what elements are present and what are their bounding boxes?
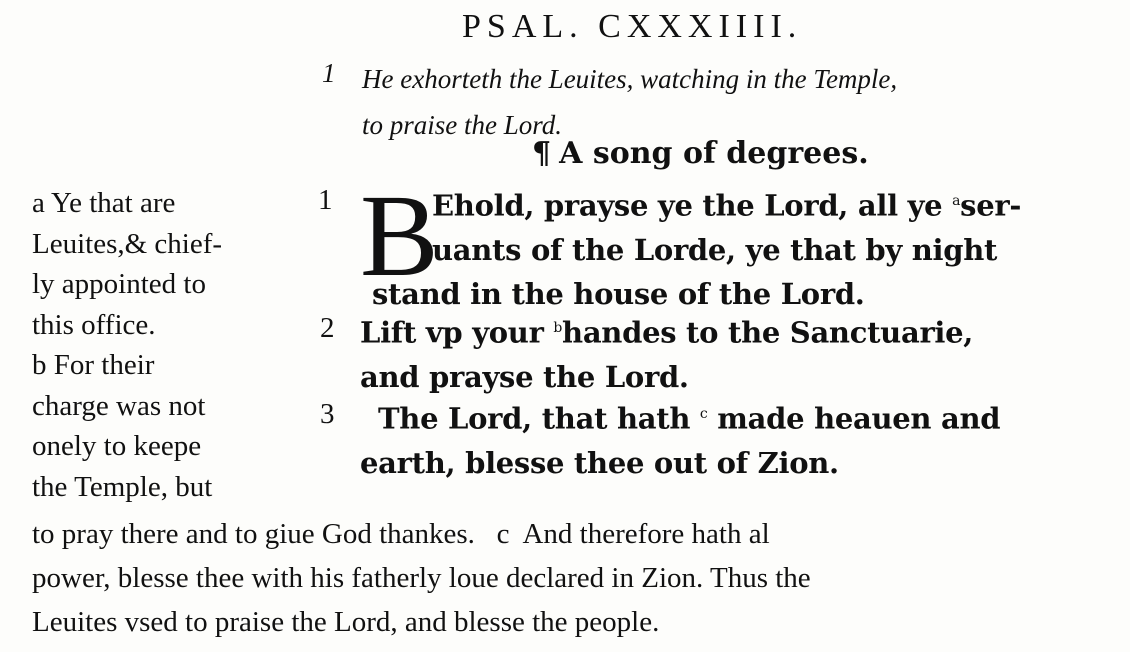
margin-note-line: ly appointed to — [32, 268, 206, 300]
psalm-subtitle — [532, 136, 869, 171]
note-marker: c — [699, 406, 708, 422]
verse-3 — [360, 392, 1128, 485]
margin-notes — [32, 183, 322, 507]
verse-line-text: The Lord, that hath — [378, 401, 691, 436]
margin-note-line: charge was not — [32, 389, 206, 422]
margin-note-line: b For their — [32, 349, 155, 381]
verse-line — [432, 179, 1130, 228]
margin-note-line: the Temple, but — [32, 470, 213, 503]
verse-line-text: Ehold, prayse ye the Lord, all ye — [432, 188, 943, 223]
argument-line: He exhorteth the Leuites, watching in the Temple, — [362, 64, 898, 94]
footnote-line: Leuites vsed to praise the Lord, and blesse the people. — [32, 606, 660, 638]
argument-number: 1 — [322, 58, 336, 88]
verse-line: uants of the Lorde, ye that by night — [432, 232, 998, 267]
footnote-line: to pray there and to giue God thankes. c And therefore hath al — [32, 518, 770, 550]
verse-line-text: made heauen and — [717, 401, 1001, 436]
verse-line: earth, blesse thee out of Zion. — [360, 445, 839, 480]
verse-line — [360, 306, 1110, 355]
psalm-heading: PSAL. CXXXIIII. — [462, 8, 803, 45]
verse-line-text: handes to the Sanctuarie, — [562, 315, 974, 350]
verse-number: 1 — [318, 184, 333, 216]
verse-line: stand in the house of the Lord. — [372, 276, 865, 311]
footnote-line: power, blesse thee with his fatherly loue declared in Zion. Thus the — [32, 562, 811, 594]
verse-number: 2 — [320, 312, 335, 344]
note-marker: b — [553, 320, 563, 336]
margin-note-line: onely to keepe — [32, 430, 202, 462]
argument-line: to praise the Lord. — [362, 110, 563, 140]
verse-line-tail: ser- — [960, 188, 1022, 223]
verse-line — [378, 392, 1128, 441]
psalm-argument — [362, 56, 1112, 148]
verse-1 — [372, 179, 1130, 316]
margin-note-line: this office. — [32, 308, 156, 341]
verse-line: and prayse the Lord. — [360, 359, 689, 394]
verse-number: 3 — [320, 398, 335, 430]
verse-2 — [360, 306, 1110, 399]
pilcrow-mark: ¶ — [532, 136, 552, 171]
margin-note-line: a Ye that are — [32, 187, 176, 219]
subtitle-text: A song of degrees. — [559, 136, 869, 171]
verse-line-text: Lift vp your — [360, 315, 544, 350]
margin-note-line: Leuites,& chief- — [32, 227, 223, 260]
footnote-block — [32, 512, 1112, 644]
drop-capital: B — [360, 170, 439, 301]
note-marker: a — [952, 193, 961, 209]
